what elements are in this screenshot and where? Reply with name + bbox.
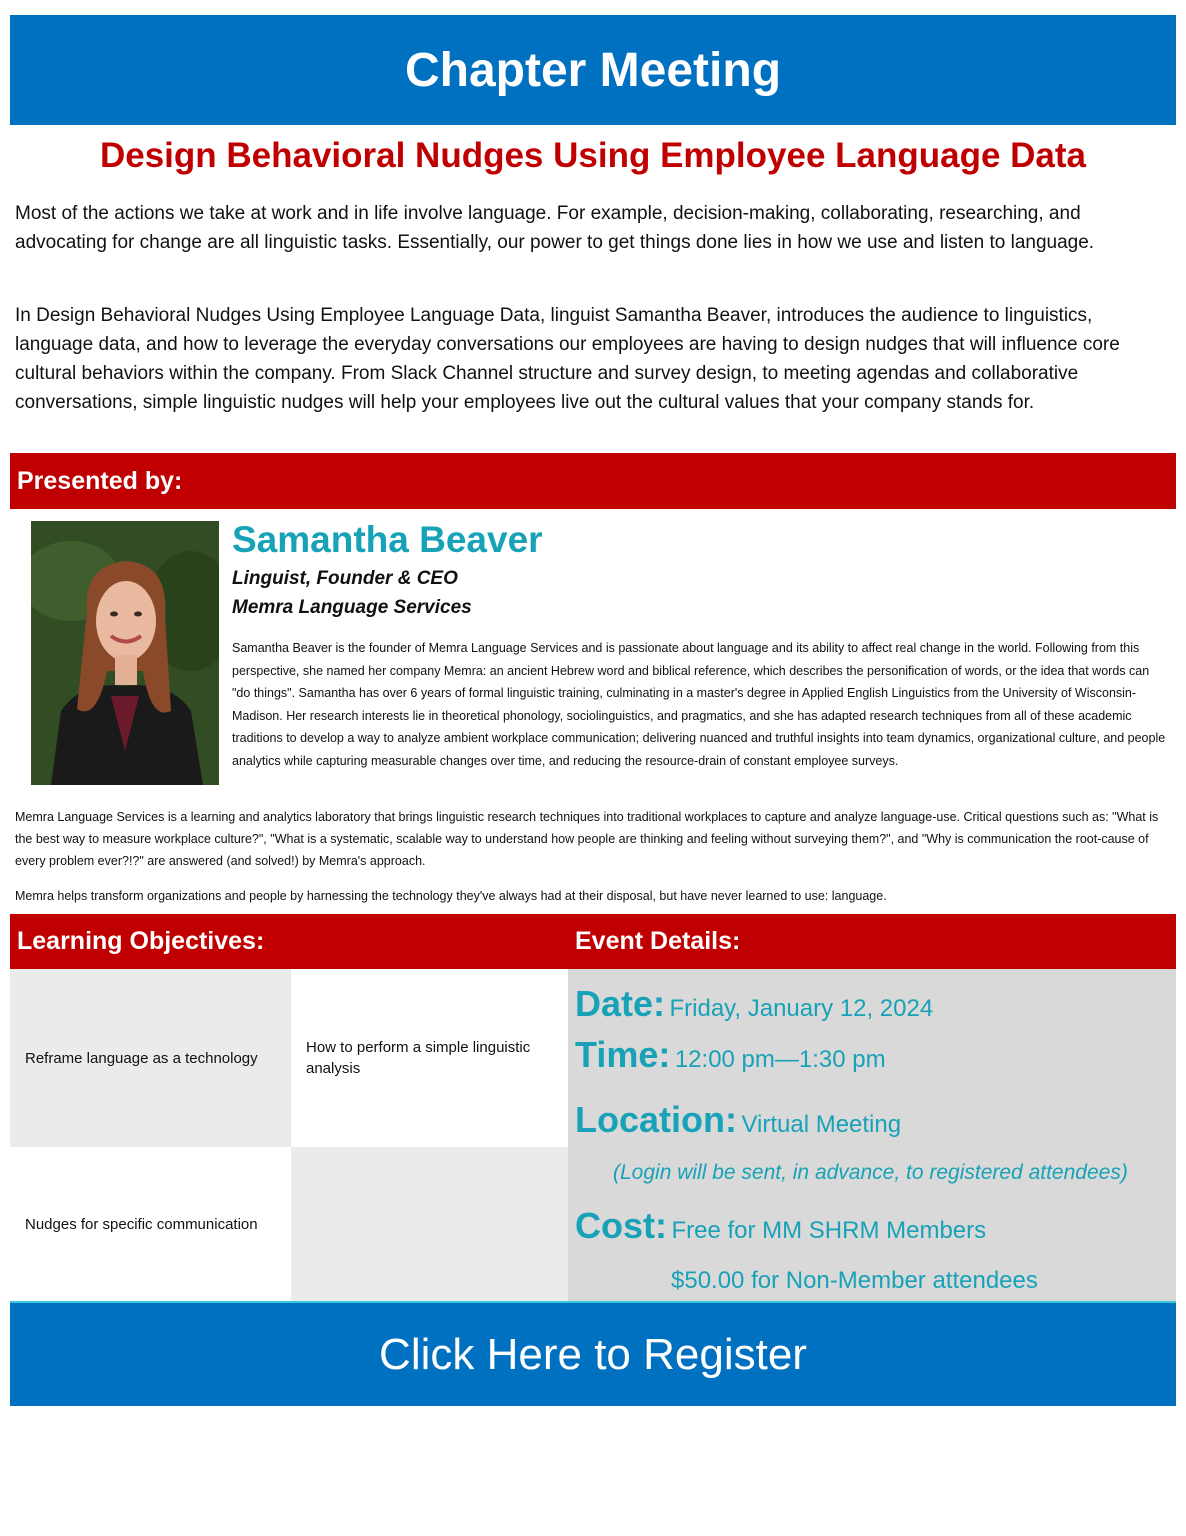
event-location [575,1099,901,1141]
date-value: Friday, January 12, 2024 [669,995,934,1022]
event-details-header: Event Details: [568,914,1176,969]
presenter-portrait-illustration [31,521,219,785]
cost-label: Cost: [575,1205,667,1246]
objective-cell: How to perform a simple linguistic analysis [291,969,568,1147]
presenter-name: Samantha Beaver [232,519,543,560]
event-date [575,983,933,1025]
intro-paragraph-1: Most of the actions we take at work and in life involve language. For example, decision-making, collaborating, researching, and advocating for change are all linguistic tasks. Essentially, our power to get things done lies in how we use and listen to language. [15,203,1095,253]
page-title-banner [10,15,1176,125]
objective-cell: Nudges for specific communication [10,1147,291,1301]
time-label: Time: [575,1034,671,1075]
login-note: (Login will be sent, in advance, to registered attendees) [613,1161,1128,1184]
company-description: Memra Language Services is a learning and analytics laboratory that brings linguistic research techniques into traditional workplaces to capture and analyze language-use. Critical questions such as: "What is the best way to measure workplace culture?", "What is a systematic, scalable way to understand how people are thinking and feeling without surveying them?", and "Why is communication the root-cause of every problem ever?!?" are answered (and solved!) by Memra's approach. [15,810,1159,868]
event-cost [575,1205,986,1247]
cost-nonmembers: $50.00 for Non-Member attendees [671,1267,1038,1294]
cost-members: Free for MM SHRM Members [671,1217,987,1244]
presenter-bio: Samantha Beaver is the founder of Memra Language Services and is passionate about language and its ability to affect real change in the world. Following from this perspective, she named her company Memra: an ancient Hebrew word and biblical reference, which describes the personification of words, or the idea that words can "do things". Samantha has over 6 years of formal linguistic training, culminating in a master's degree in Applied English Linguistics from the University of Wisconsin-Madison. Her research interests lie in theoretical phonology, sociolinguistics, and pragmatics, and she has adapted research techniques from all of these academic traditions to develop a way to analyze ambient workplace communication; delivering nuanced and truthful insights into team dynamics, organizational culture, and people analytics while capturing measurable changes over time, and reducing the resource-drain of constant employee surveys. [232,641,1166,768]
date-label: Date: [575,983,666,1024]
location-label: Location: [575,1099,737,1140]
page-title: Chapter Meeting [404,43,782,97]
company-mission: Memra helps transform organizations and people by harnessing the technology they've always had at their disposal, but have never learned to use: language. [15,889,887,903]
event-time [575,1034,886,1076]
presenter-company: Memra Language Services [232,597,472,618]
location-value: Virtual Meeting [741,1111,902,1138]
presenter-title: Linguist, Founder & CEO [232,568,458,589]
event-details-panel [568,969,1176,1301]
time-value: 12:00 pm—1:30 pm [674,1046,886,1073]
presented-by-header: Presented by: [10,453,1176,509]
objective-cell-empty [291,1147,568,1301]
objective-cell: Reframe language as a technology [10,969,291,1147]
presenter-photo [31,521,219,785]
register-button[interactable] [10,1301,1176,1406]
register-label: Click Here to Register [379,1329,807,1379]
intro-paragraph-2: In Design Behavioral Nudges Using Employee Language Data, linguist Samantha Beaver, introduces the audience to linguistics, language data, and how to leverage the everyday conversations our employees are having to design nudges that will influence core cultural behaviors within the company. From Slack Channel structure and survey design, to meeting agendas and collaborative conversations, simple linguistic nudges will help your employees live out the cultural values that your company stands for. [15,305,1120,413]
learning-objectives-header: Learning Objectives: [10,914,568,969]
session-title: Design Behavioral Nudges Using Employee Language Data [99,136,1087,175]
